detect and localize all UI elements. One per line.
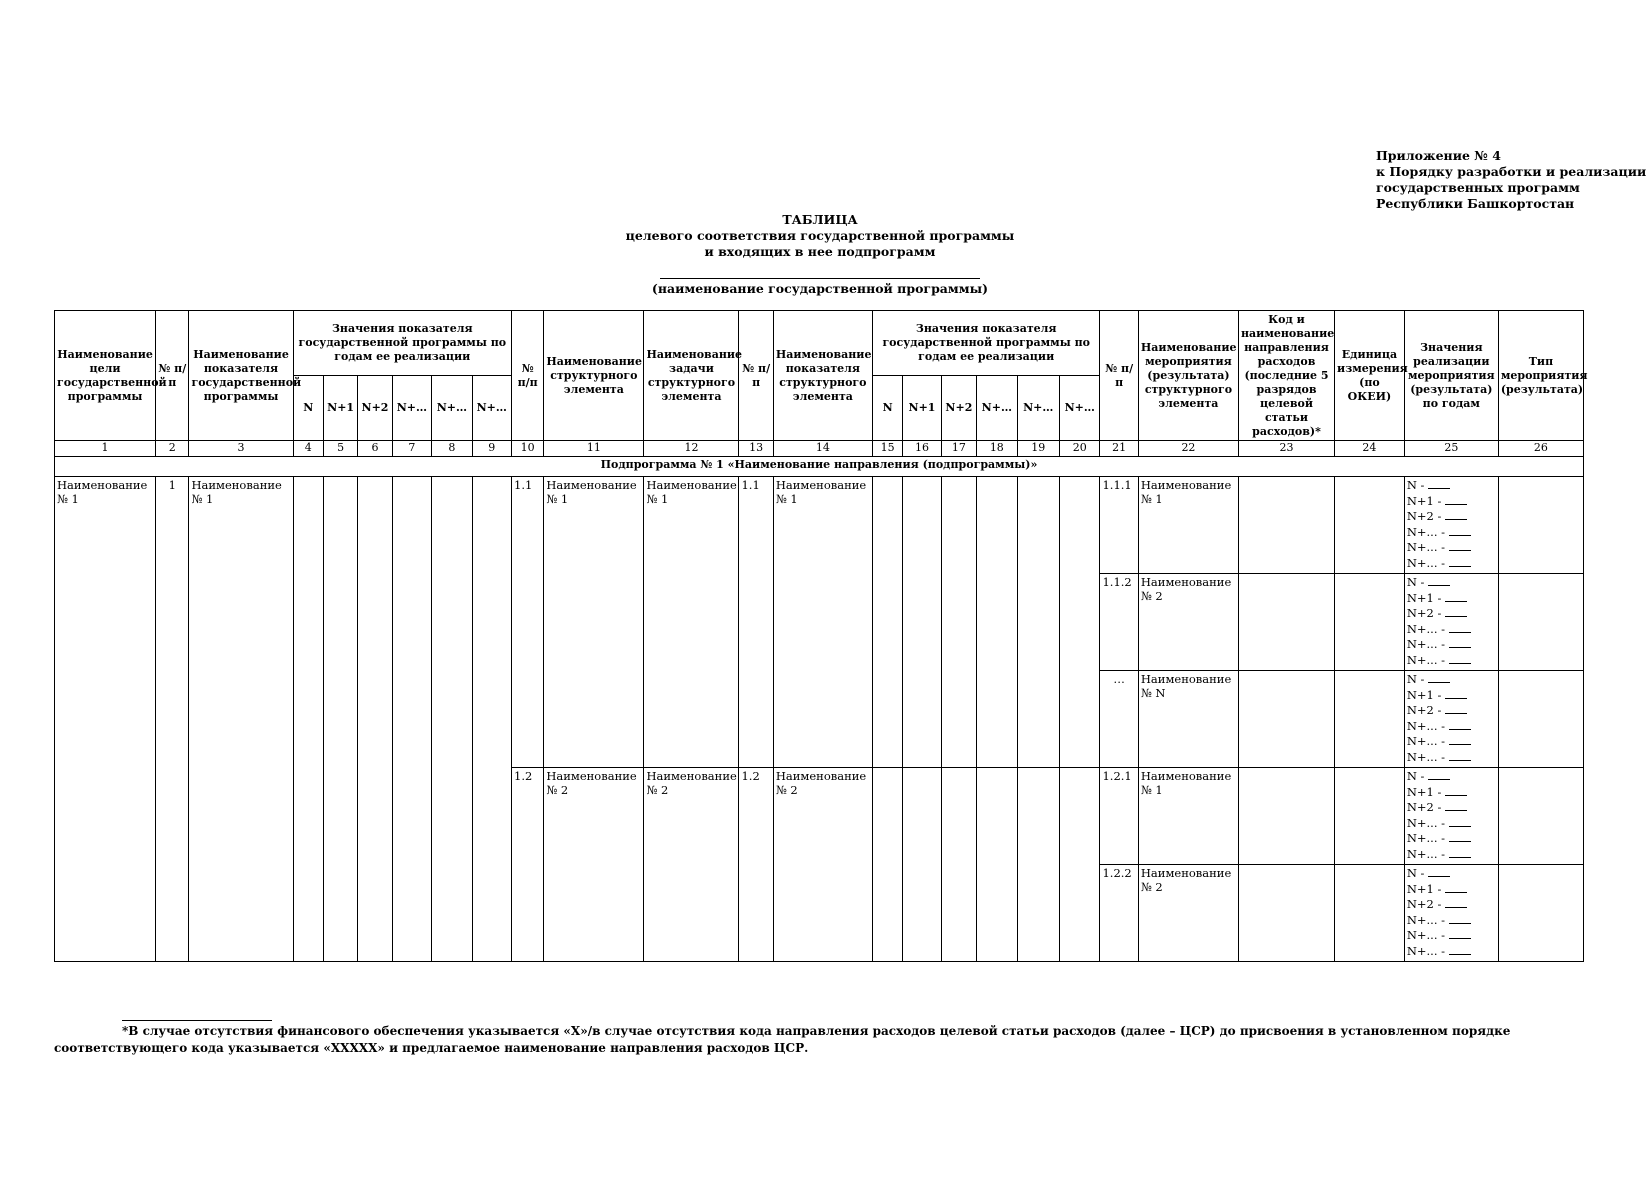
value-line <box>1407 637 1496 653</box>
appendix-line: Приложение № 4 <box>1376 148 1501 163</box>
value-label: N+... - <box>1406 734 1446 749</box>
header-year: N+1 <box>323 376 357 441</box>
year-value-cell <box>358 477 392 962</box>
task-name-cell: Наименование № 1 <box>644 477 739 768</box>
footnote-divider <box>122 1020 272 1021</box>
value-line <box>1407 831 1496 847</box>
value-line <box>1407 800 1496 816</box>
value-blank <box>1445 713 1467 714</box>
value-blank <box>1449 760 1471 761</box>
value-line <box>1407 769 1496 785</box>
value-label: N+... - <box>1406 524 1446 539</box>
header-year: N+… <box>1060 376 1100 441</box>
value-line <box>1407 897 1496 913</box>
value-label: N+1 - <box>1406 687 1442 702</box>
value-blank <box>1445 795 1467 796</box>
value-blank <box>1445 616 1467 617</box>
value-blank <box>1428 488 1450 489</box>
value-blank <box>1449 857 1471 858</box>
header-num: № п/п <box>739 311 773 441</box>
event-name-cell: Наименование № 1 <box>1138 477 1238 574</box>
unit-cell <box>1335 477 1405 574</box>
value-blank <box>1445 698 1467 699</box>
value-label: N+2 - <box>1406 509 1442 524</box>
value-blank <box>1445 907 1467 908</box>
event-num-cell: 1.2.1 <box>1100 768 1138 865</box>
value-line <box>1407 591 1496 607</box>
column-number: 23 <box>1238 441 1334 457</box>
value-line <box>1407 882 1496 898</box>
year-value-cell <box>1017 477 1059 768</box>
header-event-name: Наименование мероприятия (результата) структурного элемента <box>1138 311 1238 441</box>
value-line <box>1407 653 1496 669</box>
value-blank <box>1445 892 1467 893</box>
value-label: N+1 - <box>1406 493 1442 508</box>
header-year: N+1 <box>903 376 941 441</box>
value-line <box>1407 494 1496 510</box>
document-title <box>560 212 1080 297</box>
value-label: N - <box>1406 769 1425 783</box>
value-blank <box>1449 954 1471 955</box>
header-year: N <box>293 376 323 441</box>
expense-code-cell <box>1238 768 1334 865</box>
column-number: 10 <box>512 441 544 457</box>
appendix-line: государственных программ <box>1376 180 1580 195</box>
header-year: N+… <box>432 376 472 441</box>
appendix-note <box>1376 148 1646 212</box>
value-line <box>1407 703 1496 719</box>
value-blank <box>1428 682 1450 683</box>
unit-cell <box>1335 865 1405 962</box>
column-number: 13 <box>739 441 773 457</box>
event-values-cell <box>1404 574 1498 671</box>
year-value-cell <box>903 768 941 962</box>
indicator-num-cell: 1.2 <box>739 768 773 962</box>
column-number: 9 <box>472 441 511 457</box>
value-line <box>1407 540 1496 556</box>
year-value-cell <box>1017 768 1059 962</box>
value-blank <box>1428 876 1450 877</box>
value-line <box>1407 816 1496 832</box>
column-number: 7 <box>392 441 431 457</box>
column-number: 3 <box>189 441 293 457</box>
year-value-cell <box>872 768 902 962</box>
target-compliance-table <box>54 310 1588 962</box>
header-goal-name: Наименование цели государственной программы <box>55 311 156 441</box>
event-name-cell: Наименование № 1 <box>1138 768 1238 865</box>
expense-code-cell <box>1238 477 1334 574</box>
value-label: N+... - <box>1406 540 1446 555</box>
year-value-cell <box>432 477 472 962</box>
value-label: N - <box>1406 672 1425 686</box>
header-event-type: Тип мероприятия (результата) <box>1498 311 1583 441</box>
event-num-cell: 1.2.2 <box>1100 865 1138 962</box>
value-label: N+1 - <box>1406 881 1442 896</box>
unit-cell <box>1335 671 1405 768</box>
column-number: 24 <box>1335 441 1405 457</box>
expense-code-cell <box>1238 574 1334 671</box>
struct-name-cell: Наименование № 2 <box>544 768 644 962</box>
value-label: N+1 - <box>1406 590 1442 605</box>
column-number: 25 <box>1404 441 1498 457</box>
value-blank <box>1449 550 1471 551</box>
title-line: ТАБЛИЦА <box>782 212 858 227</box>
event-num-cell: 1.1.1 <box>1100 477 1138 574</box>
value-blank <box>1449 729 1471 730</box>
value-line <box>1407 672 1496 688</box>
value-label: N+2 - <box>1406 800 1442 815</box>
value-label: N+2 - <box>1406 703 1442 718</box>
column-number: 12 <box>644 441 739 457</box>
header-indicator-name: Наименование показателя государственной программы <box>189 311 293 441</box>
header-expense-code: Код и наименование направления расходов (последние 5 разрядов целевой статьи расходов)* <box>1238 311 1334 441</box>
column-number: 20 <box>1060 441 1100 457</box>
footnote <box>54 1020 1584 1057</box>
value-label: N+... - <box>1406 652 1446 667</box>
value-label: N+2 - <box>1406 897 1442 912</box>
title-caption: (наименование государственной программы) <box>651 281 989 296</box>
value-label: N+... - <box>1406 637 1446 652</box>
value-line <box>1407 785 1496 801</box>
value-label: N+... - <box>1406 555 1446 570</box>
year-value-cell <box>472 477 511 962</box>
column-number: 4 <box>293 441 323 457</box>
value-line <box>1407 719 1496 735</box>
value-line <box>1407 734 1496 750</box>
header-year: N+2 <box>941 376 976 441</box>
column-number: 18 <box>977 441 1017 457</box>
event-name-cell: Наименование № 2 <box>1138 574 1238 671</box>
column-number: 15 <box>872 441 902 457</box>
value-label: N+... - <box>1406 912 1446 927</box>
event-type-cell <box>1498 574 1583 671</box>
year-value-cell <box>903 477 941 768</box>
value-line <box>1407 509 1496 525</box>
footnote-text: *В случае отсутствия финансового обеспечения указывается «Х»/в случае отсутствия кода направления расходов целевой статьи расходов (далее – ЦСР) до присвоения в установленном порядке соответствующего кода указывается «ХХХХХ» и предлагаемое наименование направления расходов ЦСР. <box>54 1024 1511 1055</box>
event-values-cell <box>1404 671 1498 768</box>
value-line <box>1407 688 1496 704</box>
year-value-cell <box>977 477 1017 768</box>
value-blank <box>1428 779 1450 780</box>
event-values-cell <box>1404 768 1498 865</box>
table-row <box>55 477 1584 574</box>
struct-indicator-cell: Наименование № 2 <box>773 768 872 962</box>
value-label: N - <box>1406 866 1425 880</box>
event-name-cell: Наименование № 2 <box>1138 865 1238 962</box>
header-year: N+… <box>977 376 1017 441</box>
header-values-group: Значения показателя государственной программы по годам ее реализации <box>872 311 1100 376</box>
value-blank <box>1445 810 1467 811</box>
value-blank <box>1445 519 1467 520</box>
appendix-line: Республики Башкортостан <box>1376 196 1575 211</box>
value-blank <box>1449 663 1471 664</box>
group-num-cell: 1.1 <box>512 477 544 768</box>
year-value-cell <box>1060 477 1100 768</box>
goal-name-cell: Наименование № 1 <box>55 477 156 962</box>
value-blank <box>1449 744 1471 745</box>
header-year: N+… <box>472 376 511 441</box>
header-event-values: Значения реализации мероприятия (результата) по годам <box>1404 311 1498 441</box>
value-blank <box>1449 923 1471 924</box>
subprogram-title: Подпрограмма № 1 «Наименование направления (подпрограммы)» <box>55 457 1584 477</box>
column-number: 8 <box>432 441 472 457</box>
year-value-cell <box>941 477 976 768</box>
column-number: 1 <box>55 441 156 457</box>
expense-code-cell <box>1238 865 1334 962</box>
value-blank <box>1449 535 1471 536</box>
header-year: N <box>872 376 902 441</box>
value-blank <box>1445 601 1467 602</box>
year-value-cell <box>872 477 902 768</box>
column-number: 2 <box>156 441 189 457</box>
value-line <box>1407 944 1496 960</box>
title-line: целевого соответствия государственной программы <box>625 228 1015 243</box>
header-struct-element: Наименование структурного элемента <box>544 311 644 441</box>
group-num-cell: 1.2 <box>512 768 544 962</box>
header-unit: Единица измерения (по ОКЕИ) <box>1335 311 1405 441</box>
value-label: N+... - <box>1406 718 1446 733</box>
year-value-cell <box>977 768 1017 962</box>
column-number: 6 <box>358 441 392 457</box>
appendix-line: к Порядку разработки и реализации <box>1376 164 1646 179</box>
value-label: N+... - <box>1406 815 1446 830</box>
column-number: 17 <box>941 441 976 457</box>
value-blank <box>1445 504 1467 505</box>
value-label: N - <box>1406 478 1425 492</box>
year-value-cell <box>392 477 431 962</box>
expense-code-cell <box>1238 671 1334 768</box>
value-line <box>1407 556 1496 572</box>
column-number: 5 <box>323 441 357 457</box>
value-line <box>1407 606 1496 622</box>
value-label: N+... - <box>1406 943 1446 958</box>
title-line: и входящих в нее подпрограмм <box>704 244 936 259</box>
value-line <box>1407 525 1496 541</box>
goal-num-cell: 1 <box>156 477 189 962</box>
program-name-line <box>660 278 980 279</box>
event-type-cell <box>1498 671 1583 768</box>
header-year: N+… <box>392 376 431 441</box>
struct-indicator-cell: Наименование № 1 <box>773 477 872 768</box>
value-line <box>1407 847 1496 863</box>
value-label: N+1 - <box>1406 784 1442 799</box>
value-blank <box>1449 647 1471 648</box>
event-type-cell <box>1498 477 1583 574</box>
value-blank <box>1449 938 1471 939</box>
value-label: N+... - <box>1406 928 1446 943</box>
value-blank <box>1428 585 1450 586</box>
column-number: 21 <box>1100 441 1138 457</box>
event-values-cell <box>1404 477 1498 574</box>
column-number: 26 <box>1498 441 1583 457</box>
value-blank <box>1449 826 1471 827</box>
header-year: N+… <box>1017 376 1059 441</box>
event-type-cell <box>1498 768 1583 865</box>
value-blank <box>1449 566 1471 567</box>
value-line <box>1407 478 1496 494</box>
value-blank <box>1449 632 1471 633</box>
header-num: № п/п <box>1100 311 1138 441</box>
year-value-cell <box>941 768 976 962</box>
subprogram-row <box>55 457 1584 477</box>
column-number: 16 <box>903 441 941 457</box>
value-label: N+... - <box>1406 749 1446 764</box>
value-blank <box>1449 841 1471 842</box>
header-task-name: Наименование задачи структурного элемента <box>644 311 739 441</box>
year-value-cell <box>293 477 323 962</box>
year-value-cell <box>323 477 357 962</box>
column-number: 19 <box>1017 441 1059 457</box>
column-numbers-row <box>55 441 1584 457</box>
value-line <box>1407 750 1496 766</box>
struct-name-cell: Наименование № 1 <box>544 477 644 768</box>
value-label: N - <box>1406 575 1425 589</box>
value-line <box>1407 575 1496 591</box>
value-label: N+... - <box>1406 846 1446 861</box>
unit-cell <box>1335 574 1405 671</box>
event-num-cell: 1.1.2 <box>1100 574 1138 671</box>
event-type-cell <box>1498 865 1583 962</box>
event-name-cell: Наименование № N <box>1138 671 1238 768</box>
value-line <box>1407 866 1496 882</box>
header-num: № п/п <box>512 311 544 441</box>
value-label: N+... - <box>1406 621 1446 636</box>
event-num-cell: … <box>1100 671 1138 768</box>
value-line <box>1407 622 1496 638</box>
value-label: N+... - <box>1406 831 1446 846</box>
column-number: 11 <box>544 441 644 457</box>
header-struct-indicator: Наименование показателя структурного элемента <box>773 311 872 441</box>
indicator-name-cell: Наименование № 1 <box>189 477 293 962</box>
value-line <box>1407 928 1496 944</box>
year-value-cell <box>1060 768 1100 962</box>
task-name-cell: Наименование № 2 <box>644 768 739 962</box>
column-number: 22 <box>1138 441 1238 457</box>
header-values-group: Значения показателя государственной программы по годам ее реализации <box>293 311 511 376</box>
unit-cell <box>1335 768 1405 865</box>
header-num: № п/п <box>156 311 189 441</box>
indicator-num-cell: 1.1 <box>739 477 773 768</box>
event-values-cell <box>1404 865 1498 962</box>
header-year: N+2 <box>358 376 392 441</box>
column-number: 14 <box>773 441 872 457</box>
value-line <box>1407 913 1496 929</box>
value-label: N+2 - <box>1406 606 1442 621</box>
